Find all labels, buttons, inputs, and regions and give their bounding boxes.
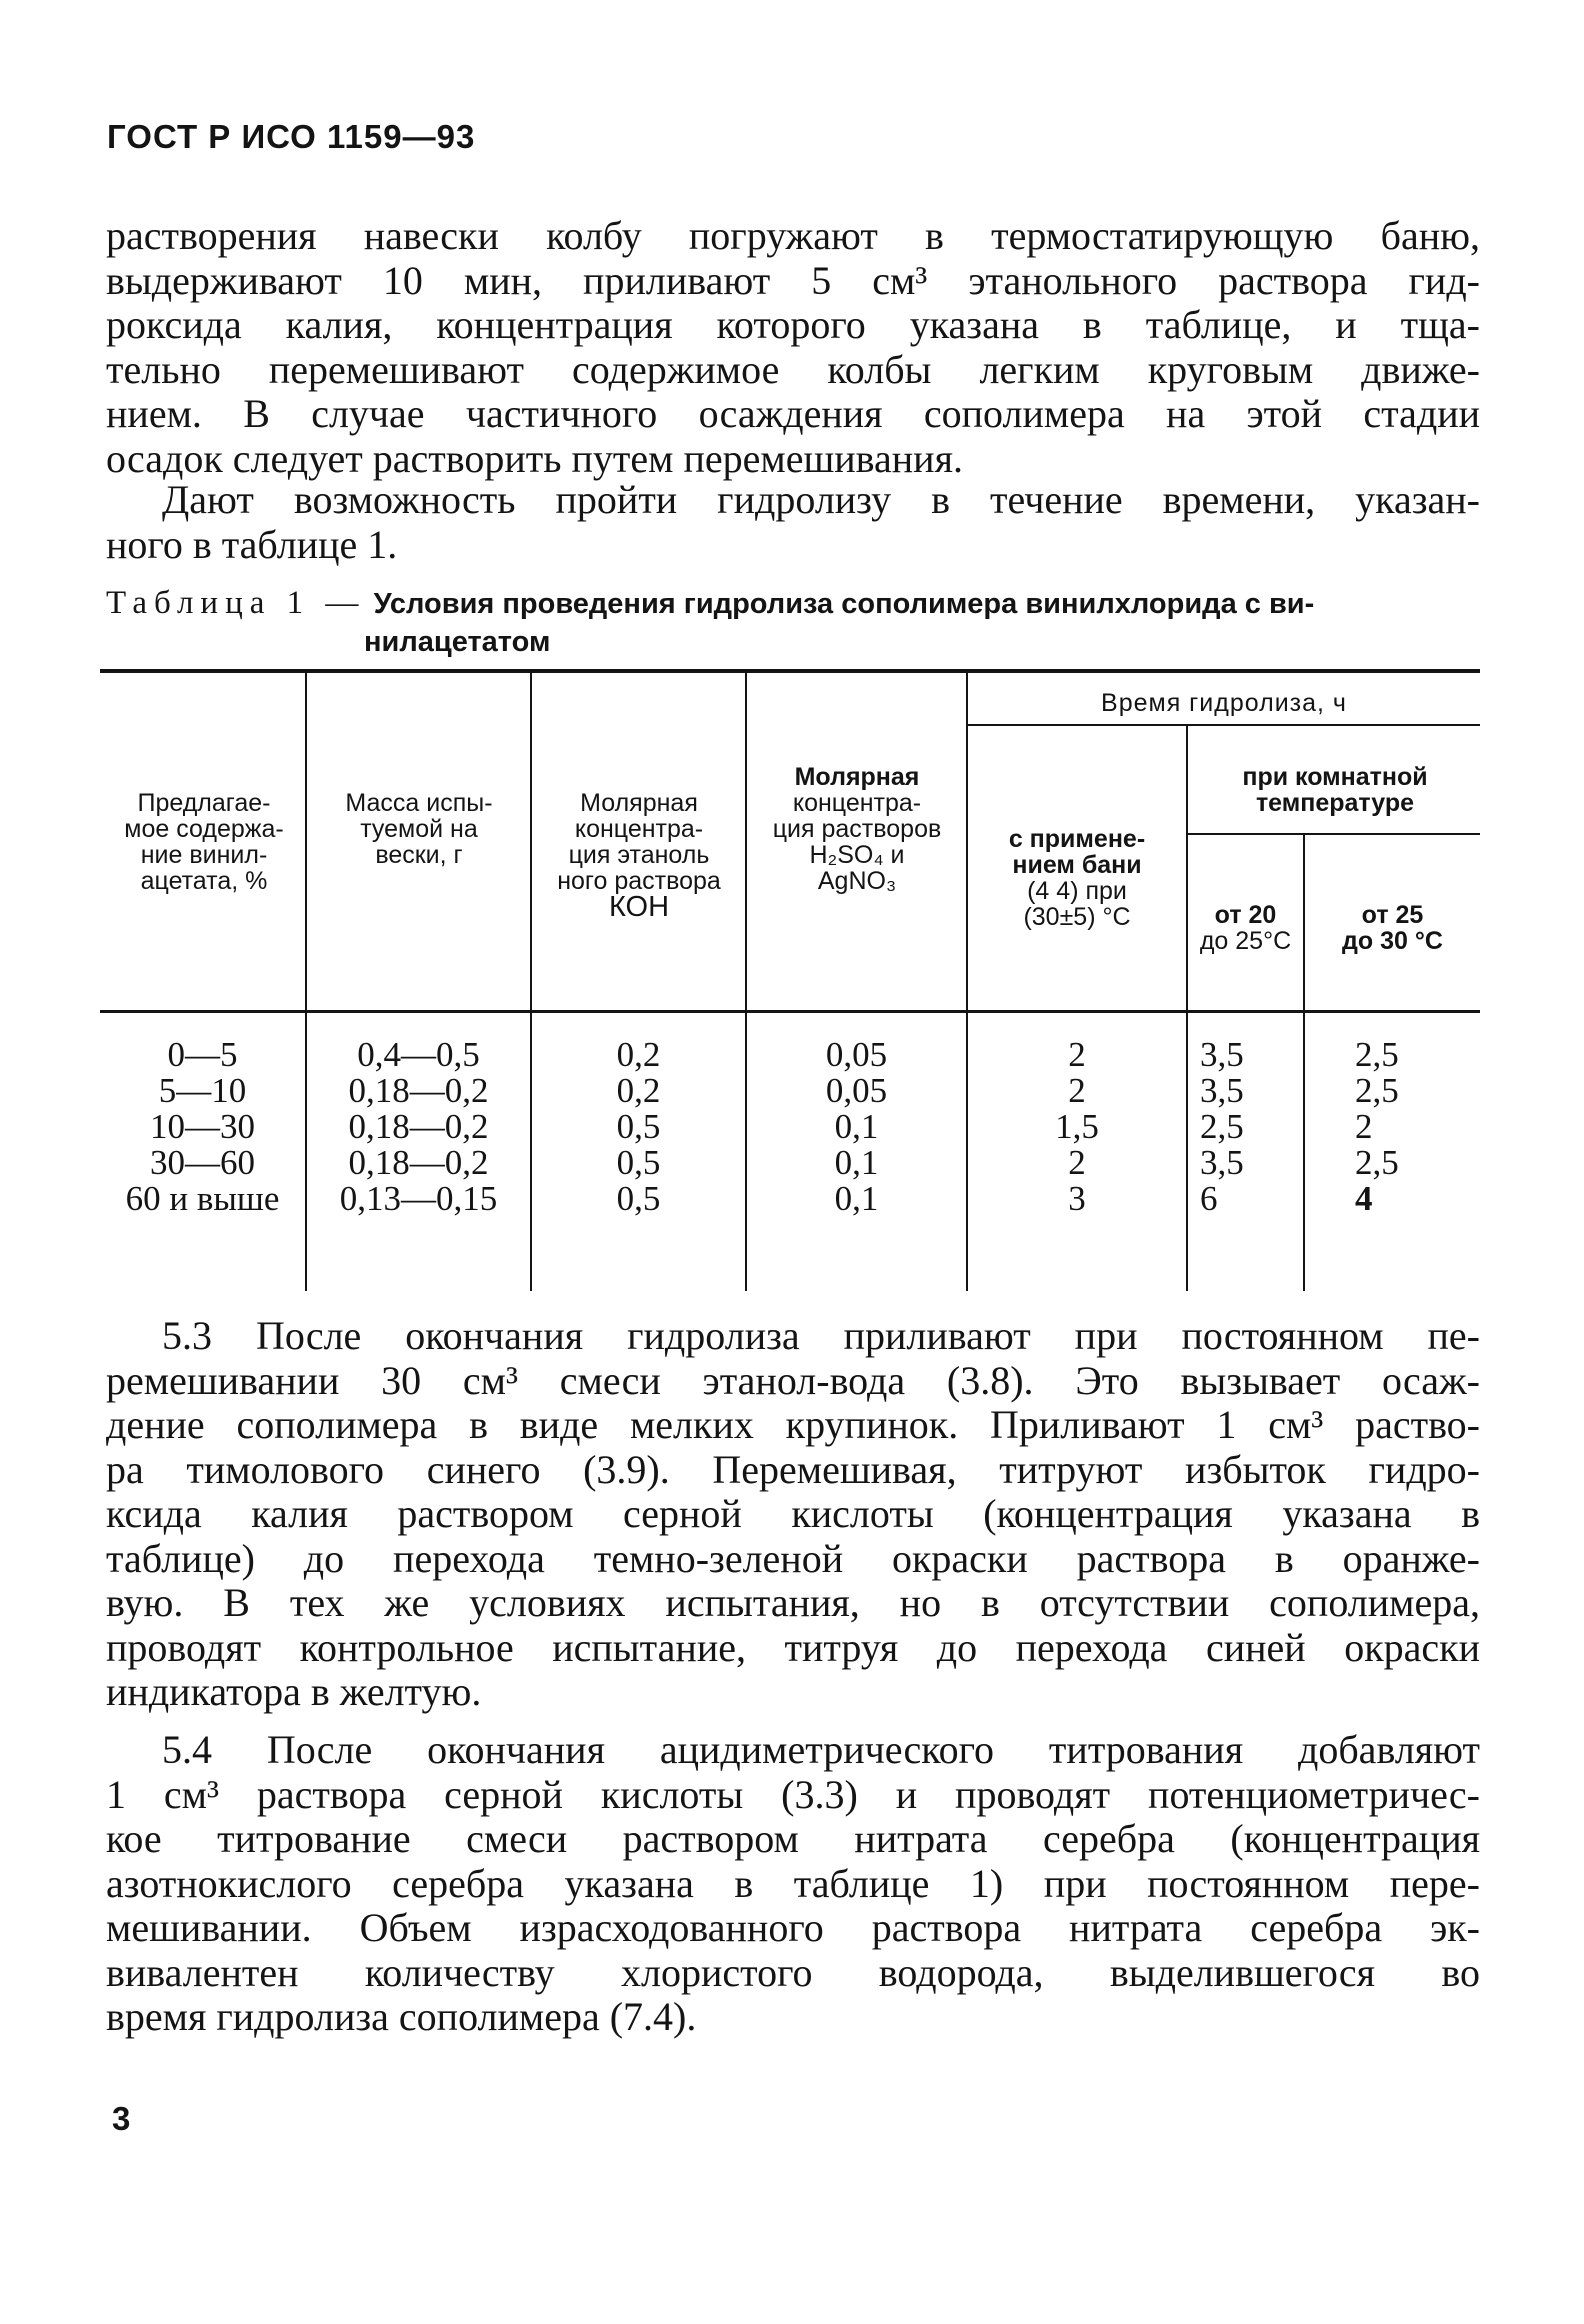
table-cell: 10—30 [150,1107,255,1146]
header-line: Молярная [580,789,698,817]
header-line: туемой на [360,815,478,843]
text-line: время гидролиза сополимера (7.4). [106,1994,697,2039]
text-line: кое титрование смеси раствором нитрата серебра (концентрация [106,1816,1480,1861]
header-line: с примене- [1008,825,1146,853]
column-bath-time [968,1037,1186,1217]
header-line: ция растворов [772,815,942,843]
table-cell: 2 [1355,1107,1373,1146]
table-cell: 30—60 [150,1143,255,1182]
table-cell: 5—10 [158,1071,247,1110]
header-line: нием бани [1012,851,1142,879]
table-cell: 0,13—0,15 [339,1179,498,1218]
header-line: Масса испы- [345,789,493,817]
table-top-rule [100,669,1480,673]
table-cell: 2 [1068,1071,1086,1110]
table-cell: 3 [1068,1179,1086,1218]
table-cell: 0,5 [616,1107,661,1146]
text-line: выдерживают 10 мин, приливают 5 см³ этанольного раствора гид- [106,257,1480,303]
text-line: азотнокислого серебра указана в таблице 1) при постоянном пере- [106,1860,1480,1906]
table-cell: 0,18—0,2 [348,1143,489,1182]
table-caption-title-cont: нилацетатом [364,626,551,658]
header-line: концентра- [792,789,922,817]
text-line: ксида калия раствором серной кислоты (концентрация указана в [106,1491,1480,1536]
header-line: КОН [608,891,670,923]
text-line: 1 см³ раствора серной кислоты (3.3) и проводят потенциометричес- [106,1771,1480,1817]
header-line: Молярная [794,763,920,791]
table-caption [106,584,1480,661]
table-cell: 0,1 [834,1179,879,1218]
paragraph-hydrolysis-start [106,214,1480,481]
table-cell: 0,1 [834,1143,879,1182]
text-line: осадок следует растворить путем перемешивания. [106,435,963,481]
text-line: Дают возможность пройти гидролизу в течение времени, указан- [162,477,1480,522]
table-cell: 6 [1200,1179,1218,1218]
table-cell: 0,2 [616,1071,661,1110]
table-cell: 2,5 [1355,1035,1399,1074]
table-cell: 0,5 [616,1179,661,1218]
header-line: от 20 [1214,901,1277,929]
header-room-temperature-group [1190,764,1480,816]
header-line: AgNO₃ [817,867,897,895]
table-header-bottom-rule [100,1010,1480,1013]
header-line: до 30 °С [1342,927,1443,955]
text-line: индикатора в желтую. [106,1669,482,1714]
table-cell: 0,2 [616,1035,661,1074]
header-col-acid-concentration [748,764,966,894]
table-cell: 1,5 [1055,1107,1099,1146]
text-line: таблице) до перехода темно-зеленой окраски раствора в оранже- [106,1535,1480,1581]
header-line: мое содержа- [124,815,284,843]
table-cell: 2,5 [1355,1143,1399,1182]
header-col-koh-concentration [533,789,745,923]
header-line: ного раствора [557,867,721,895]
header-line: температуре [1255,789,1415,817]
header-line: вески, г [375,841,463,869]
column-koh-concentration [532,1037,745,1217]
text-line: вую. В тех же условиях испытания, но в отсутствии сополимера, [106,1580,1480,1625]
header-line: до 25°С [1199,927,1292,955]
text-line: дение сополимера в виде мелких крупинок. Приливают 1 см³ раство- [106,1402,1480,1447]
text-line: 5.3 После окончания гидролиза приливают при постоянном пе- [162,1313,1480,1358]
table-cell: 2 [1068,1035,1086,1074]
table-cell: 0—5 [167,1035,238,1074]
header-col-bath [970,826,1184,930]
column-time-20-25 [1188,1037,1303,1217]
column-acid-concentration [747,1037,966,1217]
header-line: H₂SO₄ и [809,841,905,869]
table-cell: 60 и выше [125,1179,280,1218]
header-line: концентра- [574,815,704,843]
table-caption-title: Условия проведения гидролиза сополимера винилхлорида с ви- [373,588,1315,620]
table-cell: 0,4—0,5 [357,1035,480,1074]
header-line: ние винил- [140,841,268,869]
paragraph-5-3 [106,1314,1480,1715]
document-header: ГОСТ Р ИСО 1159—93 [107,118,476,155]
table-cell: 0,05 [825,1071,888,1110]
table-caption-label: Таблица 1 — [106,585,366,621]
header-col-20-25 [1188,902,1303,954]
table-cell: 0,1 [834,1107,879,1146]
table-cell: 3,5 [1200,1071,1244,1110]
table-cell: 3,5 [1200,1143,1244,1182]
time-group-rule [968,724,1480,726]
table-cell: 2,5 [1200,1107,1244,1146]
table-cell: 0,18—0,2 [348,1107,489,1146]
text-line: ремешивании 30 см³ смеси этанол-вода (3.8). Это вызывает осаж- [106,1357,1480,1403]
text-line: нием. В случае частичного осаждения сополимера на этой стадии [106,391,1480,436]
text-line: ра тимолового синего (3.9). Перемешивая, титруют избыток гидро- [106,1446,1480,1492]
column-acetate-content [100,1037,305,1217]
text-line: 5.4 После окончания ацидиметрического титрования добавляют [162,1727,1480,1772]
header-col-25-30 [1305,902,1480,954]
header-line: (30±5) °С [1023,903,1131,931]
text-line: тельно перемешивают содержимое колбы легким круговым движе- [106,346,1480,392]
header-line: ция этаноль [568,841,710,869]
header-col-acetate-content [105,790,303,894]
table-cell: 2 [1068,1143,1086,1182]
header-line: при комнатной [1242,763,1428,791]
paragraph-hydrolysis-time [106,478,1480,567]
column-sample-mass [307,1037,530,1217]
table-cell: 2,5 [1355,1071,1399,1110]
table-cell: 3,5 [1200,1035,1244,1074]
header-line: ацетата, % [140,867,268,895]
header-line: Предлагае- [137,789,271,817]
text-line: мешивании. Объем израсходованного раствора нитрата серебра эк- [106,1905,1480,1950]
room-group-rule [1188,833,1480,835]
header-line: (4 4) при [1027,877,1127,905]
page-number: 3 [112,2100,131,2137]
table-cell: 0,18—0,2 [348,1071,489,1110]
table-cell: 0,5 [616,1143,661,1182]
text-line: ного в таблице 1. [106,521,398,567]
table-cell: 0,05 [825,1035,888,1074]
text-line: роксида калия, концентрация которого указана в таблице, и тща- [106,302,1480,347]
paragraph-5-4 [106,1728,1480,2040]
header-line: от 25 [1361,901,1424,929]
text-line: растворения навески колбу погружают в термостатирующую баню, [106,213,1480,258]
text-line: проводят контрольное испытание, титруя до перехода синей окраски [106,1624,1480,1670]
table-cell: 4 [1355,1179,1373,1218]
header-col-sample-mass [309,790,529,868]
column-time-25-30 [1305,1037,1480,1217]
header-time-group: Время гидролиза, ч [1101,689,1347,717]
text-line: вивалентен количеству хлористого водорода, выделившегося во [106,1949,1480,1995]
